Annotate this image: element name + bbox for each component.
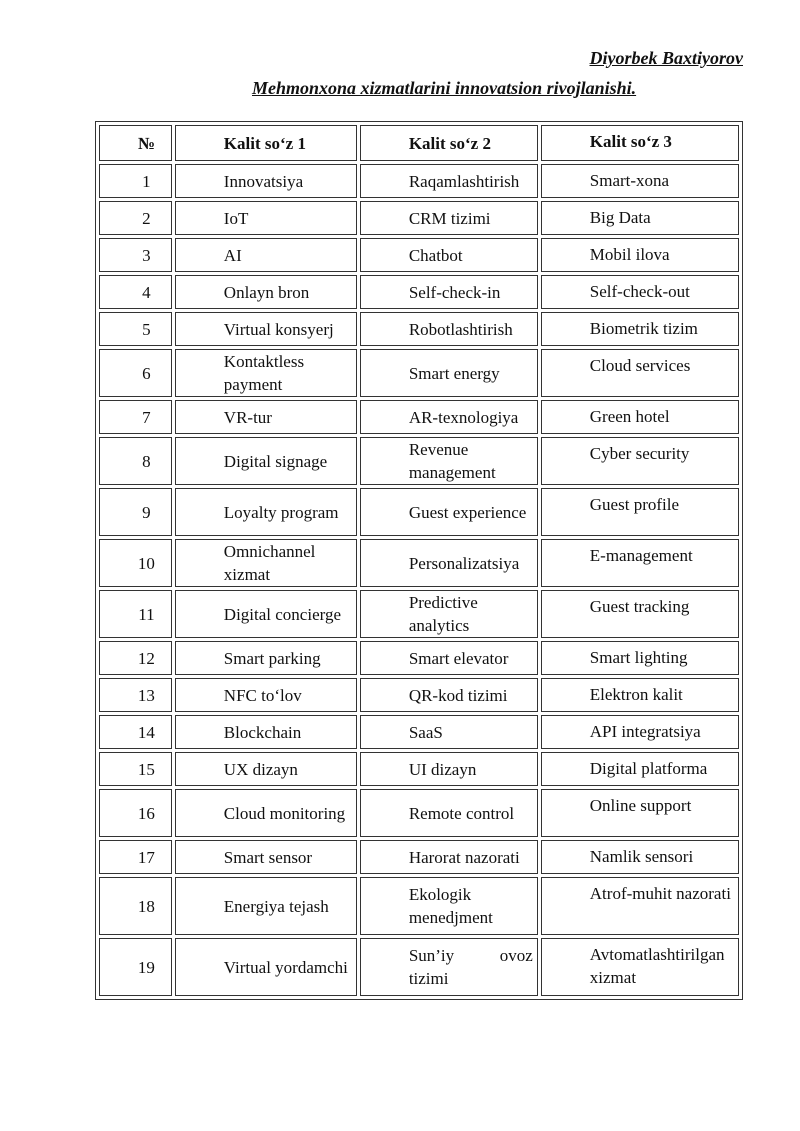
keyword-3-cell: Online support bbox=[541, 789, 739, 837]
table-row bbox=[99, 877, 739, 935]
keyword-2-cell: Revenue management bbox=[360, 437, 538, 485]
table-row bbox=[99, 400, 739, 434]
keyword-1-cell: Virtual konsyerj bbox=[175, 312, 357, 346]
keyword-1-cell: IoT bbox=[175, 201, 357, 235]
author-name: Diyorbek Baxtiyorov bbox=[589, 48, 743, 68]
table-row bbox=[99, 349, 739, 397]
keyword-2-cell: Robotlashtirish bbox=[360, 312, 538, 346]
row-number-cell: 7 bbox=[99, 400, 172, 434]
table-row bbox=[99, 201, 739, 235]
keyword-1-cell: Innovatsiya bbox=[175, 164, 357, 198]
table-row bbox=[99, 164, 739, 198]
row-number-cell: 10 bbox=[99, 539, 172, 587]
keyword-3-cell: Smart-xona bbox=[541, 164, 739, 198]
keyword-2-cell: Predictive analytics bbox=[360, 590, 538, 638]
row-number-cell: 16 bbox=[99, 789, 172, 837]
keyword-1-cell: Digital concierge bbox=[175, 590, 357, 638]
row-number-cell: 4 bbox=[99, 275, 172, 309]
keyword-3-cell: Big Data bbox=[541, 201, 739, 235]
keyword-3-cell: Guest tracking bbox=[541, 590, 739, 638]
keyword-2-cell: Smart elevator bbox=[360, 641, 538, 675]
row-number-cell: 8 bbox=[99, 437, 172, 485]
keyword-3-cell: Guest profile bbox=[541, 488, 739, 536]
document-title: Mehmonxona xizmatlarini innovatsion rivojlanishi. bbox=[252, 78, 637, 98]
row-number-cell: 1 bbox=[99, 164, 172, 198]
table-row bbox=[99, 752, 739, 786]
keyword-2-cell: Chatbot bbox=[360, 238, 538, 272]
row-number-cell: 12 bbox=[99, 641, 172, 675]
row-number-cell: 5 bbox=[99, 312, 172, 346]
keyword-2-cell: QR-kod tizimi bbox=[360, 678, 538, 712]
table-row bbox=[99, 275, 739, 309]
keyword-1-cell: Virtual yordamchi bbox=[175, 938, 357, 996]
keyword-2-cell: Self-check-in bbox=[360, 275, 538, 309]
table-row bbox=[99, 840, 739, 874]
keyword-3-cell: Atrof-muhit nazorati bbox=[541, 877, 739, 935]
table-row bbox=[99, 437, 739, 485]
keyword-2-cell: CRM tizimi bbox=[360, 201, 538, 235]
keyword-3-cell: E-management bbox=[541, 539, 739, 587]
keyword-1-cell: Digital signage bbox=[175, 437, 357, 485]
keyword-1-cell: NFC to‘lov bbox=[175, 678, 357, 712]
keyword-2-cell: Remote control bbox=[360, 789, 538, 837]
keyword-3-cell: Avtomatlashtirilgan xizmat bbox=[541, 938, 739, 996]
keyword-2-cell: UI dizayn bbox=[360, 752, 538, 786]
keyword-2-cell: SaaS bbox=[360, 715, 538, 749]
row-number-cell: 13 bbox=[99, 678, 172, 712]
keyword-3-cell: Green hotel bbox=[541, 400, 739, 434]
keyword-2-cell: Ekologik menedjment bbox=[360, 877, 538, 935]
column-header-number: № bbox=[99, 125, 172, 161]
keyword-1-cell: VR-tur bbox=[175, 400, 357, 434]
keyword-2-cell: AR-texnologiya bbox=[360, 400, 538, 434]
row-number-cell: 3 bbox=[99, 238, 172, 272]
keyword-3-cell: Cloud services bbox=[541, 349, 739, 397]
keyword-3-cell: Biometrik tizim bbox=[541, 312, 739, 346]
column-header-keyword-2: Kalit so‘z 2 bbox=[360, 125, 538, 161]
keywords-table bbox=[95, 121, 743, 1000]
keyword-1-cell: Smart sensor bbox=[175, 840, 357, 874]
keyword-3-cell: API integratsiya bbox=[541, 715, 739, 749]
keyword-3-cell: Smart lighting bbox=[541, 641, 739, 675]
keyword-1-cell: Cloud monitoring bbox=[175, 789, 357, 837]
table-row bbox=[99, 488, 739, 536]
table-row bbox=[99, 641, 739, 675]
keyword-2-cell: Sun’iy ovoz tizimi bbox=[360, 938, 538, 996]
table-row bbox=[99, 312, 739, 346]
keyword-2-cell: Smart energy bbox=[360, 349, 538, 397]
keyword-1-cell: Smart parking bbox=[175, 641, 357, 675]
table-row bbox=[99, 238, 739, 272]
table-row bbox=[99, 539, 739, 587]
row-number-cell: 2 bbox=[99, 201, 172, 235]
column-header-keyword-3: Kalit so‘z 3 bbox=[541, 125, 739, 161]
keyword-3-cell: Namlik sensori bbox=[541, 840, 739, 874]
keyword-1-cell: Omnichannel xizmat bbox=[175, 539, 357, 587]
table-header-row bbox=[99, 125, 739, 161]
keyword-2-cell: Guest experience bbox=[360, 488, 538, 536]
keyword-3-cell: Digital platforma bbox=[541, 752, 739, 786]
keyword-1-cell: AI bbox=[175, 238, 357, 272]
keyword-3-cell: Self-check-out bbox=[541, 275, 739, 309]
table-row bbox=[99, 715, 739, 749]
keyword-3-cell: Elektron kalit bbox=[541, 678, 739, 712]
row-number-cell: 17 bbox=[99, 840, 172, 874]
keyword-2-cell: Raqamlashtirish bbox=[360, 164, 538, 198]
column-header-keyword-1: Kalit so‘z 1 bbox=[175, 125, 357, 161]
table-row bbox=[99, 590, 739, 638]
row-number-cell: 11 bbox=[99, 590, 172, 638]
keyword-1-cell: UX dizayn bbox=[175, 752, 357, 786]
row-number-cell: 18 bbox=[99, 877, 172, 935]
keyword-1-cell: Energiya tejash bbox=[175, 877, 357, 935]
keyword-2-cell: Personalizatsiya bbox=[360, 539, 538, 587]
table-row bbox=[99, 789, 739, 837]
row-number-cell: 9 bbox=[99, 488, 172, 536]
keyword-1-cell: Kontaktless payment bbox=[175, 349, 357, 397]
row-number-cell: 14 bbox=[99, 715, 172, 749]
row-number-cell: 6 bbox=[99, 349, 172, 397]
keyword-1-cell: Blockchain bbox=[175, 715, 357, 749]
keyword-2-cell: Harorat nazorati bbox=[360, 840, 538, 874]
keyword-1-cell: Onlayn bron bbox=[175, 275, 357, 309]
row-number-cell: 15 bbox=[99, 752, 172, 786]
keyword-3-cell: Mobil ilova bbox=[541, 238, 739, 272]
table-row bbox=[99, 938, 739, 996]
table-row bbox=[99, 678, 739, 712]
keyword-1-cell: Loyalty program bbox=[175, 488, 357, 536]
keyword-3-cell: Cyber security bbox=[541, 437, 739, 485]
row-number-cell: 19 bbox=[99, 938, 172, 996]
